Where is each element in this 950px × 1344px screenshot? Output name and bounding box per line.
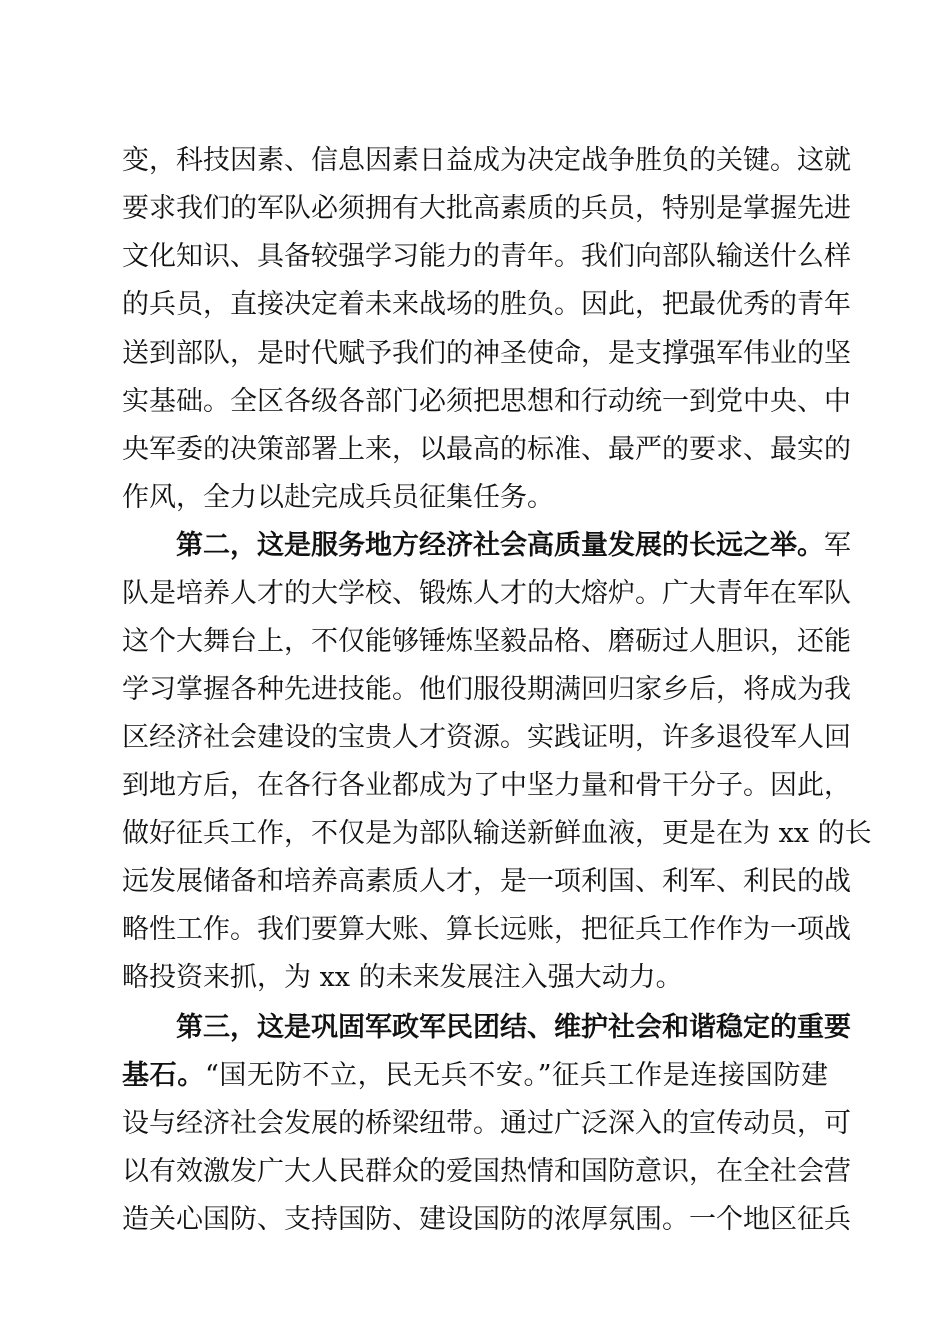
- paragraph-2-line-5: 区经济社会建设的宝贵人才资源。实践证明，许多退役军人回: [122, 722, 851, 753]
- paragraph-1-line-4: 的兵员，直接决定着未来战场的胜负。因此，把最优秀的青年: [122, 289, 851, 320]
- paragraph-2-line-3: 这个大舞台上，不仅能够锤炼坚毅品格、磨砺过人胆识，还能: [122, 626, 851, 657]
- paragraph-3-line-4: 造关心国防、支持国防、建设国防的浓厚氛围。一个地区征兵: [122, 1204, 851, 1235]
- paragraph-1-line-8: 作风，全力以赴完成兵员征集任务。: [122, 482, 554, 513]
- paragraph-1-line-2: 要求我们的军队必须拥有大批高素质的兵员，特别是掌握先进: [122, 193, 851, 224]
- paragraph-3-second-line: [122, 1053, 828, 1099]
- paragraph-3-line-5: [122, 1245, 828, 1291]
- paragraph-1-line-7: 央军委的决策部署上来，以最高的标准、最严的要求、最实的: [122, 434, 851, 465]
- paragraph-3-heading-line-1: 第三，这是巩固军政军民团结、维护社会和谐稳定的重要: [176, 1012, 851, 1043]
- paragraph-2-first-line: [176, 523, 851, 569]
- paragraph-2-line-7: 做好征兵工作，不仅是为部队输送新鲜血液，更是在为 xx 的长: [122, 818, 872, 849]
- paragraph-3-line-2: 设与经济社会发展的桥梁纽带。通过广泛深入的宣传动员，可: [122, 1108, 851, 1139]
- paragraph-2-line-6: 到地方后，在各行各业都成为了中坚力量和骨干分子。因此，: [122, 770, 851, 801]
- paragraph-3-line-3: 以有效激发广大人民群众的爱国热情和国防意识，在全社会营: [122, 1156, 851, 1187]
- paragraph-2-heading: 第二，这是服务地方经济社会高质量发展的长远之举。: [176, 530, 824, 561]
- paragraph-3-line-1: “国无防不立，民无兵不安。”征兵工作是连接国防建: [204, 1060, 829, 1091]
- paragraph-2-line-8: 远发展储备和培养高素质人才，是一项利国、利军、利民的战: [122, 866, 851, 897]
- paragraph-2-line-10: 略投资来抓，为 xx 的未来发展注入强大动力。: [122, 962, 683, 993]
- paragraph-2-line-9: 略性工作。我们要算大账、算长远账，把征兵工作作为一项战: [122, 914, 851, 945]
- paragraph-2-line-4: 学习掌握各种先进技能。他们服役期满回归家乡后，将成为我: [122, 674, 851, 705]
- paragraph-3-heading-line-2: 基石。: [122, 1060, 205, 1091]
- paragraph-1-line-3: 文化知识、具备较强学习能力的青年。我们向部队输送什么样: [122, 241, 851, 272]
- paragraph-1-line-5: 送到部队，是时代赋予我们的神圣使命，是支撑强军伟业的坚: [122, 338, 851, 369]
- paragraph-1-line-1: 变，科技因素、信息因素日益成为决定战争胜负的关键。这就: [122, 145, 851, 176]
- paragraph-2-line-1: 军: [824, 530, 851, 561]
- paragraph-2-line-2: 队是培养人才的大学校、锻炼人才的大熔炉。广大青年在军队: [122, 578, 851, 609]
- paragraph-1-line-6: 实基础。全区各级各部门必须把思想和行动统一到党中央、中: [122, 386, 851, 417]
